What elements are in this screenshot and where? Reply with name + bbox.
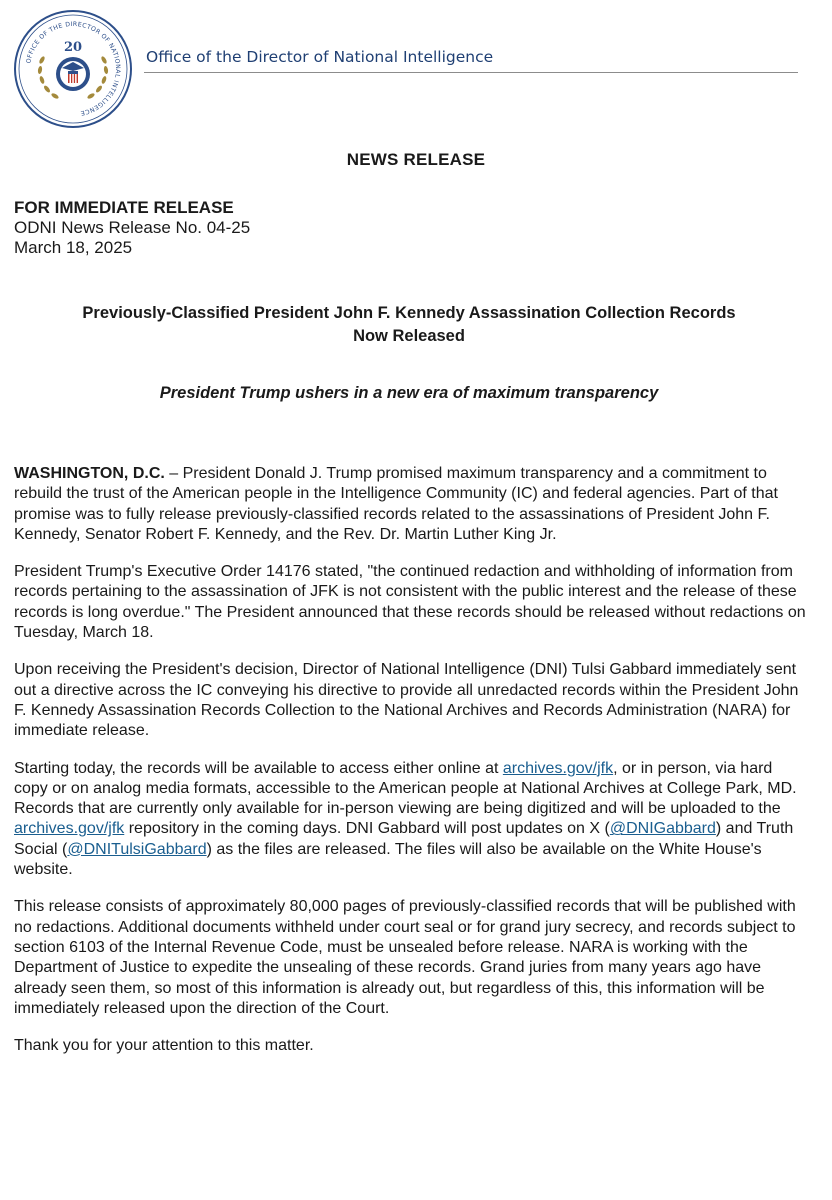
seal-ring-text: OFFICE OF THE DIRECTOR OF NATIONAL INTELLIGENCE [25,20,122,117]
paragraph-4-text-b: , or in person, via hard copy or on analog media formats, accessible to the American people at National Archives at College Park, MD. Records that are currently only available for in-person viewing are being digitized and will be uploaded to the [14,759,797,818]
release-number: ODNI News Release No. 04-25 [14,218,251,237]
paragraph-5: This release consists of approximately 80,000 pages of previously-classified records that will be published with no redactions. Additional documents withheld under court seal or for grand jury secrecy, and records subject to section 6103 of the Internal Revenue Code, must be unsealed before release. NARA is working with the Department of Justice to expedite the unsealing of these records. Grand juries from many years ago have already seen them, so most of this information is already out, but regardless of this, this information will be immediately released upon the direction of the Court. [14,898,796,1017]
agency-name: Office of the Director of National Intelligence [146,48,494,66]
paragraph-3: Upon receiving the President's decision, Director of National Intelligence (DNI) Tulsi Gabbard immediately sent out a directive across the IC conveying his directive to provide all unredacted records within the President John F. Kennedy Assassination Records Collection to the National Archives and Records Administration (NARA) for immediate release. [14,661,799,740]
seal-number: 20 [63,40,83,55]
archives-link-2[interactable]: archives.gov/jfk [14,820,125,838]
paragraph-6: Thank you for your attention to this matter. [14,1037,314,1055]
paragraph-1 [14,464,808,545]
paragraph-4 [14,759,808,881]
paragraph-1-text: – President Donald J. Trump promised maximum transparency and a commitment to rebuild the trust of the American people in the Intelligence Community (IC) and federal agencies. Part of that promise was to fully release previously-classified records related to the assassinations of President John F. Kennedy, Senator Robert F. Kennedy, and the Rev. Dr. Martin Luther King Jr. [14,465,778,543]
headline-line-1: Previously-Classified President John F. Kennedy Assassination Collection Records [82,304,736,322]
release-meta [14,198,250,258]
headline [14,302,804,348]
archives-link-1[interactable]: archives.gov/jfk [502,759,614,777]
header-divider [144,72,798,73]
dateline: WASHINGTON, D.C. [14,465,165,482]
x-handle-link[interactable]: @DNIGabbard [609,820,716,838]
truth-social-handle-link[interactable]: @DNITulsiGabbard [67,840,207,858]
paragraph-2: President Trump's Executive Order 14176 stated, "the continued redaction and withholding of information from records pertaining to the assassination of JFK is not consistent with the public interest and the release of these records is long overdue." The President announced that these records should be released without redactions on Tuesday, March 18. [14,563,806,642]
headline-line-2: Now Released [353,327,465,345]
paragraph-4-text-d: ) and Truth Social ( [14,820,794,858]
subheadline: President Trump ushers in a new era of maximum transparency [159,384,659,402]
paragraph-4-text-c: repository in the coming days. DNI Gabbard will post updates on X ( [124,820,610,838]
paragraph-4-text-e: ) as the files are released. The files will also be available on the White House's website. [14,840,762,879]
paragraph-4-text-a: Starting today, the records will be available to access either online at [14,759,503,777]
release-body [14,464,808,1073]
release-date: March 18, 2025 [14,238,133,257]
immediacy-label: FOR IMMEDIATE RELEASE [14,198,234,217]
release-type-title: NEWS RELEASE [346,150,486,169]
odni-seal-logo [12,8,134,130]
